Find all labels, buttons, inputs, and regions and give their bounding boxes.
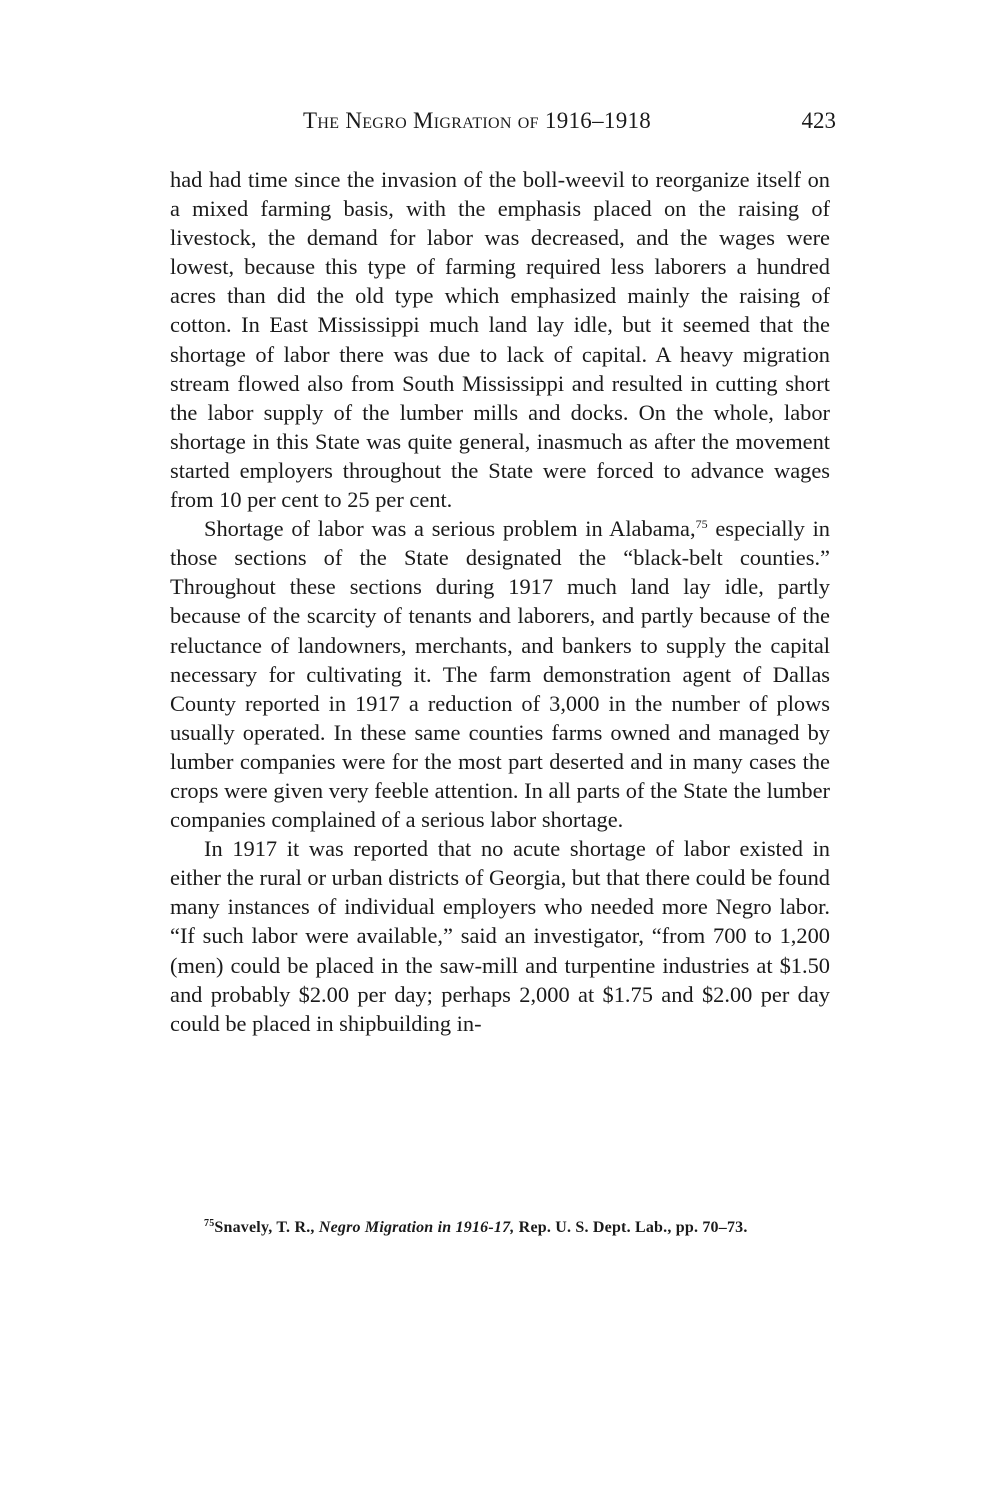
body-text <box>170 165 830 1038</box>
footnote-mark: 75 <box>204 1218 215 1229</box>
footnote <box>170 1217 830 1239</box>
paragraph-2 <box>170 514 830 834</box>
paragraph-2-text-start: Shortage of labor was a serious problem in Alabama, <box>204 516 696 542</box>
footnote-title: Negro Migration in 1916-17, <box>318 1219 515 1236</box>
footnote-author: Snavely, T. R., <box>214 1219 319 1236</box>
footnote-citation: Rep. U. S. Dept. Lab., pp. 70–73. <box>514 1219 748 1236</box>
paragraph-1: had had time since the invasion of the boll-weevil to reorganize itself on a mixed farming basis, with the emphasis placed on the raising of livestock, the demand for labor was decreased, and the wages were lowest, because this type of farming required less laborers a hundred acres than did the old type which emphasized mainly the raising of cotton. In East Mississippi much land lay idle, but it seemed that the shortage of labor there was due to lack of capital. A heavy migration stream flowed also from South Mississippi and resulted in cutting short the labor supply of the lumber mills and docks. On the whole, labor shortage in this State was quite general, inasmuch as after the movement started employers throughout the State were forced to advance wages from 10 per cent to 25 per cent. <box>170 167 830 513</box>
footnote-reference: 75 <box>695 517 708 532</box>
paragraph-3: In 1917 it was reported that no acute shortage of labor existed in either the rural or urban districts of Georgia, but that there could be found many instances of individual employers who needed more Negro labor. “If such labor were available,” said an investigator, “from 700 to 1,200 (men) could be placed in the saw-mill and turpentine industries at $1.50 and probably $2.00 per day; perhaps 2,000 at $1.75 and $2.00 per day could be placed in shipbuilding in- <box>170 836 830 1036</box>
paragraph-2-text-end: especially in those sections of the State designated the “black-belt counties.” Throughout these sections during 1917 much land lay idle, partly because of the scarcity of tenants and laborers, and partly because of the reluctance of landowners, merchants, and bankers to supply the capital necessary for cultivating it. The farm demonstration agent of Dallas County reported in 1917 a reduction of 3,000 in the number of plows usually operated. In these same counties farms owned and managed by lumber companies were for the most part deserted and in many cases the crops were given very feeble attention. In all parts of the State the lumber companies complained of a serious labor shortage. <box>170 516 830 833</box>
running-head <box>170 108 836 144</box>
running-title: The Negro Migration of 1916–1918 <box>303 108 652 133</box>
page-number: 423 <box>801 108 836 133</box>
